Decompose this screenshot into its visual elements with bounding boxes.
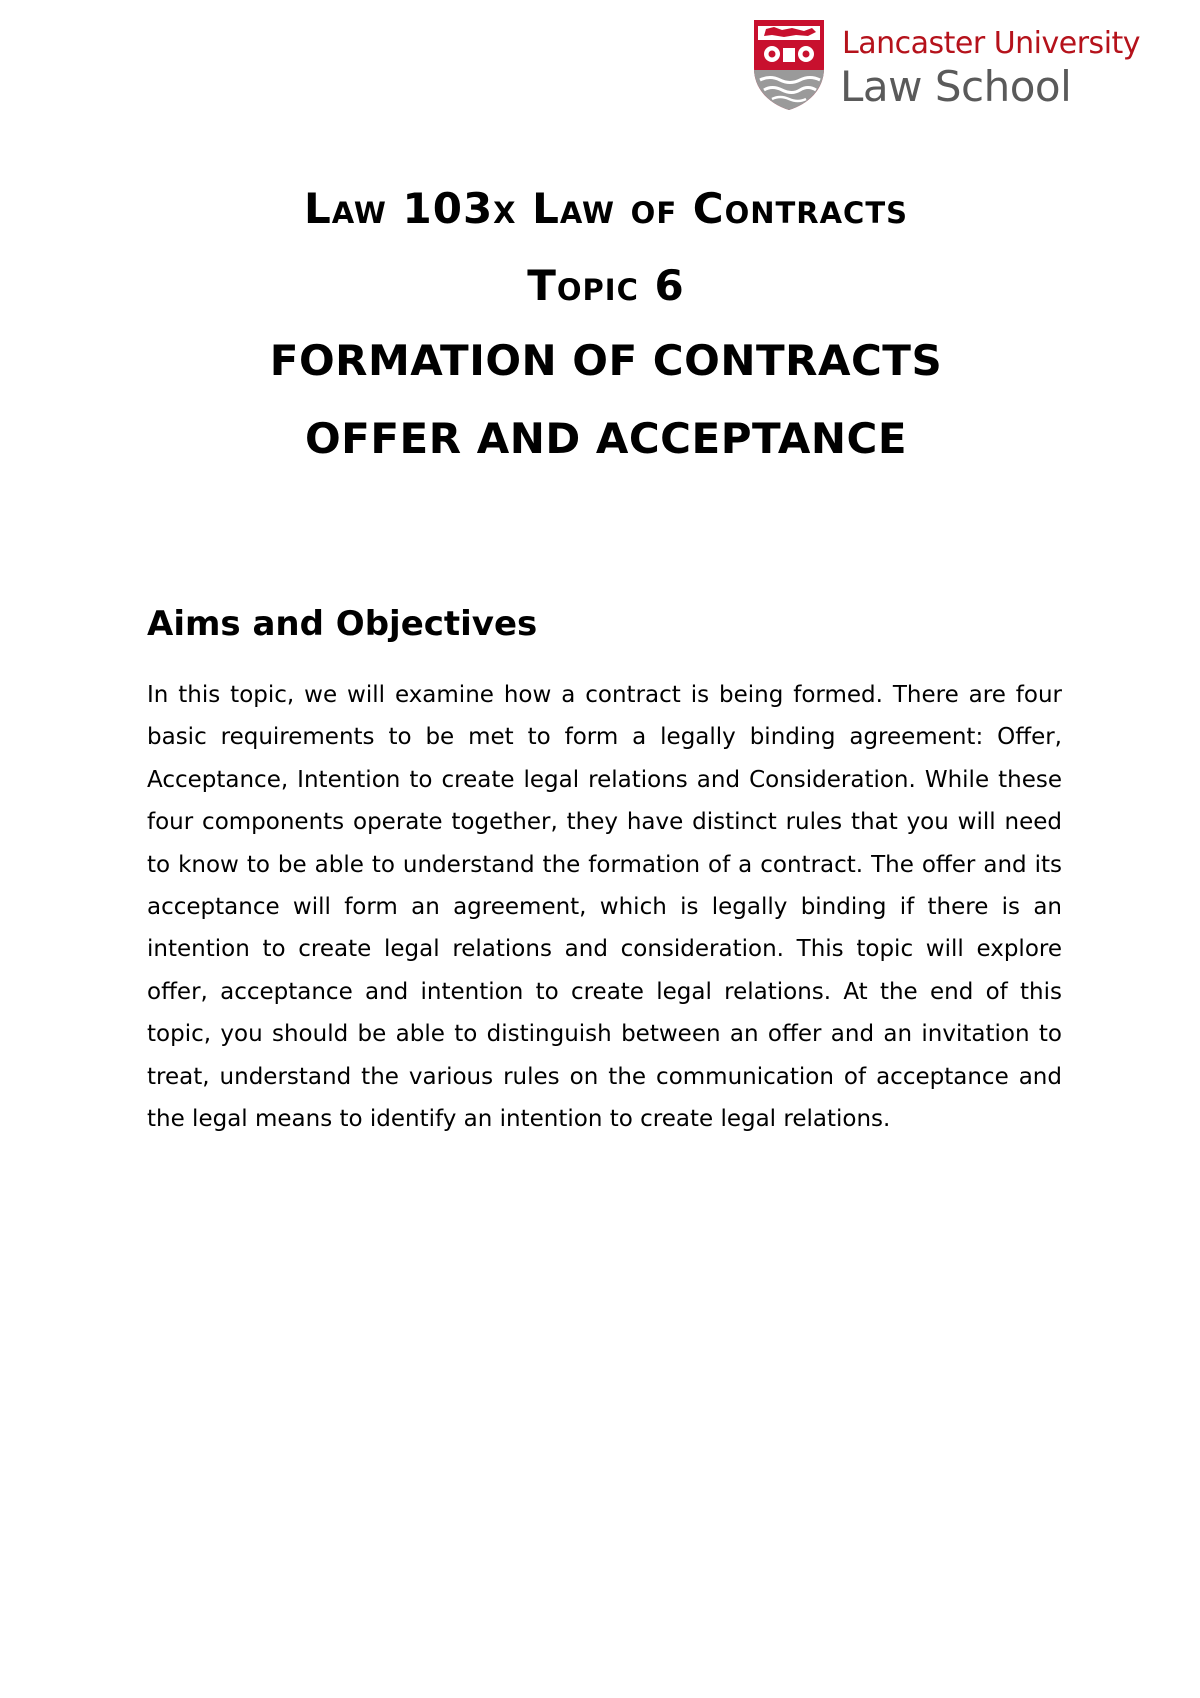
university-logo bbox=[752, 18, 1141, 118]
course-title: Law 103x Law of Contracts bbox=[303, 184, 909, 233]
topic-number: Topic 6 bbox=[527, 261, 685, 310]
topic-heading-formation: FORMATION OF CONTRACTS bbox=[269, 336, 943, 385]
logo-school-name: Law School bbox=[840, 62, 1072, 111]
logo-university-name: Lancaster University bbox=[842, 26, 1141, 61]
crest-icon bbox=[752, 18, 826, 112]
topic-heading-offer-acceptance: OFFER AND ACCEPTANCE bbox=[304, 414, 908, 463]
section-heading: Aims and Objectives bbox=[147, 604, 538, 644]
aims-paragraph: In this topic, we will examine how a contract is being formed. There are four basic requirements to be met to form a legally binding agreement: Offer, Acceptance, Intention to create legal relations and Consideration. While these four components operate together, they have distinct rules that you will need to know to be able to understand the formation of a contract. The offer and its acceptance will form an agreement, which is legally binding if there is an intention to create legal relations and consideration. This topic will explore offer, acceptance and intention to create legal relations. At the end of this topic, you should be able to distinguish between an offer and an invitation to treat, understand the various rules on the communication of acceptance and the legal means to identify an intention to create legal relations. bbox=[147, 682, 1062, 1133]
